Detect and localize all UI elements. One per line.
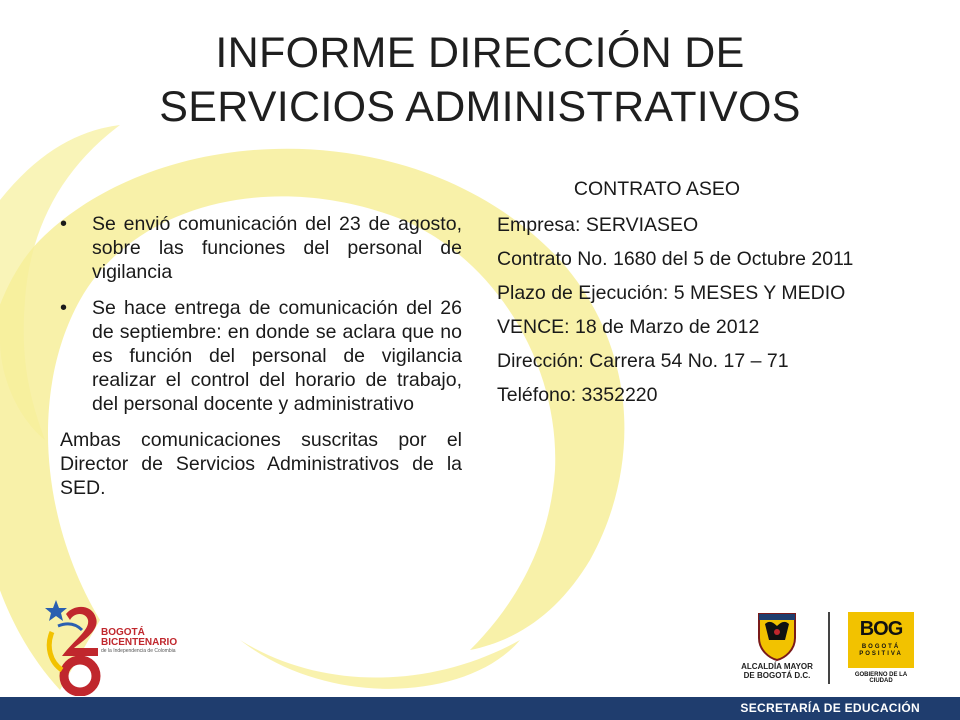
bullet-dot-icon: • xyxy=(60,213,68,235)
contract-company: Empresa: SERVIASEO xyxy=(497,214,699,236)
bicentenario-line-2: BICENTENARIO xyxy=(101,637,178,648)
red-two-shape xyxy=(62,607,98,656)
contract-heading: CONTRATO ASEO xyxy=(573,178,741,200)
bullet-dot-icon: • xyxy=(60,297,68,319)
logo-divider xyxy=(828,612,830,684)
right-column xyxy=(497,177,877,417)
footer-bar xyxy=(0,697,960,720)
bullet-text: Se envió comunicación del 23 de agosto, sobre las funciones del personal de vigilancia xyxy=(92,213,462,283)
contract-term: Plazo de Ejecución: 5 MESES Y MEDIO xyxy=(497,282,846,304)
bog-box xyxy=(848,612,914,668)
blue-star-icon xyxy=(45,600,67,621)
bog-sub xyxy=(848,644,914,658)
footer-text: SECRETARÍA DE EDUCACIÓN xyxy=(740,701,920,715)
contract-expiry: VENCE: 18 de Marzo de 2012 xyxy=(497,316,760,338)
bullet-text: Se hace entrega de comunicación del 26 de septiembre: en donde se aclara que no es función del personal de vigilancia realizar el control del horario de trabajo, del personal docente y administrativo xyxy=(92,297,462,415)
bullet-item xyxy=(60,296,462,416)
alcaldia-line-1: ALCALDÍA MAYOR xyxy=(741,662,813,671)
title-line-2: SERVICIOS ADMINISTRATIVOS xyxy=(159,83,801,131)
bullet-item xyxy=(60,212,462,284)
bogota-crest-icon xyxy=(755,610,799,662)
bog-tagline: GOBIERNO DE LA CIUDAD xyxy=(854,672,908,684)
blue-accent xyxy=(58,624,82,630)
alcaldia-logo xyxy=(732,610,822,690)
contract-address: Dirección: Carrera 54 No. 17 – 71 xyxy=(497,350,789,372)
yellow-accent xyxy=(49,632,62,670)
left-column xyxy=(60,212,462,500)
bog-word: BOG xyxy=(859,618,903,640)
page-title xyxy=(60,26,900,134)
bicentenario-text xyxy=(101,628,177,655)
alcaldia-line-2: DE BOGOTÁ D.C. xyxy=(743,671,811,680)
closing-paragraph: Ambas comunicaciones suscritas por el Director de Servicios Administrativos de la SED. xyxy=(60,429,462,499)
title-line-1: INFORME DIRECCIÓN DE xyxy=(215,29,745,77)
bog-sub-1: BOGOTÁ xyxy=(861,644,901,650)
bicentenario-line-1: BOGOTÁ xyxy=(101,627,145,638)
red-zero-shape xyxy=(64,660,96,692)
contract-phone: Teléfono: 3352220 xyxy=(497,384,658,406)
bog-logo xyxy=(848,612,918,690)
contract-number: Contrato No. 1680 del 5 de Octubre 2011 xyxy=(497,248,854,270)
bicentenario-line-3: de la Independencia de Colombia xyxy=(101,648,176,654)
bog-sub-2: POSITIVA xyxy=(859,651,903,657)
